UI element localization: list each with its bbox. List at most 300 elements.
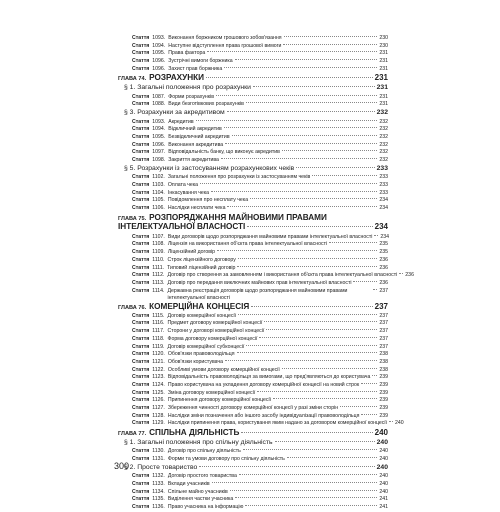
toc-section-heading xyxy=(118,464,388,474)
page-ref: 231 xyxy=(379,93,388,100)
article-label: Стаття xyxy=(132,189,150,196)
article-title: Договір комерційної концесії xyxy=(167,312,237,319)
article-label: Стаття xyxy=(132,343,150,350)
dot-leader xyxy=(224,127,378,128)
article-number: 1115. xyxy=(152,312,165,319)
article-number: 1126. xyxy=(152,397,165,404)
page-ref: 234 xyxy=(380,233,390,240)
page-ref: 233 xyxy=(379,174,388,181)
dot-leader xyxy=(227,206,377,207)
page-ref: 232 xyxy=(379,157,388,164)
toc-article-entry xyxy=(118,126,388,134)
toc-chapter-heading xyxy=(118,73,388,84)
article-label: Стаття xyxy=(132,312,150,319)
article-number: 1128. xyxy=(152,412,165,419)
article-title: Наслідки несплати чека xyxy=(167,205,226,212)
page-ref: 232 xyxy=(379,126,388,133)
article-number: 1095. xyxy=(152,133,166,140)
page-ref: 232 xyxy=(376,109,388,116)
article-label: Стаття xyxy=(132,118,150,125)
article-label: Стаття xyxy=(132,205,150,212)
dot-leader xyxy=(273,398,377,399)
article-number: 1109. xyxy=(152,249,165,256)
page-ref: 237 xyxy=(379,320,388,327)
dot-leader xyxy=(399,273,403,274)
dot-leader xyxy=(247,226,372,227)
section-title: § 5. Розрахунки із застосуванням розрахункових чеків xyxy=(124,164,295,172)
dot-leader xyxy=(237,352,378,353)
page-ref: 233 xyxy=(379,189,388,196)
page-ref: 231 xyxy=(374,73,388,83)
article-title: Особливі умови договору комерційної концесії xyxy=(167,366,280,373)
toc-article-entry xyxy=(118,157,388,165)
dot-leader xyxy=(237,266,377,267)
chapter-number: ГЛАВА 77. xyxy=(118,431,147,438)
article-title: Припинення договору комерційної концесії xyxy=(167,397,272,404)
page-ref: 235 xyxy=(379,241,388,248)
article-label: Стаття xyxy=(132,335,150,342)
article-number: 1129. xyxy=(152,420,165,427)
toc-article-entry xyxy=(118,197,388,205)
page-ref: 236 xyxy=(405,272,414,279)
page-number: 300 xyxy=(114,461,130,471)
article-label: Стаття xyxy=(132,133,150,140)
article-number: 1112. xyxy=(152,272,165,279)
page-ref: 230 xyxy=(379,35,388,41)
dot-leader xyxy=(227,111,375,112)
article-number: 1127. xyxy=(152,405,165,411)
toc-article-entry xyxy=(118,234,388,242)
toc-article-entry xyxy=(118,241,388,249)
toc-article-entry xyxy=(118,190,388,198)
article-label: Стаття xyxy=(132,473,150,480)
toc-article-entry xyxy=(118,43,388,51)
toc-article-entry xyxy=(118,35,388,43)
article-label: Стаття xyxy=(132,503,150,510)
dot-leader xyxy=(372,375,377,376)
article-title: Ліцензійний договір xyxy=(167,249,216,256)
article-number: 1122. xyxy=(152,366,165,373)
toc-article-entry xyxy=(118,359,388,367)
dot-leader xyxy=(207,51,377,52)
toc-article-entry xyxy=(118,320,388,328)
dot-leader xyxy=(361,414,377,415)
article-title: Виділення частки учасника xyxy=(167,496,234,503)
page-ref: 240 xyxy=(379,473,388,480)
chapter-title-line1 xyxy=(118,213,388,222)
chapter-title: КОМЕРЦІЙНА КОНЦЕСІЯ xyxy=(149,302,250,312)
article-number: 1131. xyxy=(152,455,165,462)
toc-article-entry xyxy=(118,174,388,182)
toc-article-entry xyxy=(118,66,388,74)
article-title: Наслідки зміни позначення або іншого засобу індивідуалізації правоволодільця xyxy=(167,412,360,419)
section-title: § 3. Розрахунки за акредитивом xyxy=(124,109,225,116)
article-number: 1102. xyxy=(152,174,165,181)
article-number: 1108. xyxy=(152,241,165,248)
toc-article-entry xyxy=(118,94,388,102)
article-number: 1136. xyxy=(152,503,165,510)
dot-leader xyxy=(287,457,377,458)
page-ref: 230 xyxy=(379,42,388,49)
article-number: 1093. xyxy=(152,118,166,125)
article-label: Стаття xyxy=(132,50,150,57)
toc-article-entry xyxy=(118,397,388,405)
dot-leader xyxy=(230,490,378,491)
article-number: 1133. xyxy=(152,480,165,487)
toc-article-entry xyxy=(118,272,414,280)
dot-leader xyxy=(232,135,378,136)
article-label: Стаття xyxy=(132,141,150,148)
toc-article-entry xyxy=(118,344,388,352)
article-title: Договір комерційної субконцесії xyxy=(167,343,245,350)
article-number: 1094. xyxy=(152,42,166,49)
dot-leader xyxy=(275,441,375,442)
dot-leader xyxy=(374,235,378,236)
article-number: 1120. xyxy=(152,351,165,358)
article-title: Предмет договору комерційної концесії xyxy=(167,320,263,327)
article-number: 1107. xyxy=(152,233,165,240)
section-title: § 2. Просте товариство xyxy=(124,463,198,471)
article-title: Права фактора xyxy=(168,50,206,57)
article-title: Інкасування чека xyxy=(167,189,210,196)
article-number: 1116. xyxy=(152,320,165,327)
toc-article-entry xyxy=(118,374,388,382)
page-ref: 234 xyxy=(379,197,388,204)
article-label: Стаття xyxy=(132,249,150,256)
dot-leader xyxy=(284,36,378,37)
dot-leader xyxy=(235,497,377,498)
chapter-number: ГЛАВА 74. xyxy=(118,76,147,83)
page-ref: 233 xyxy=(379,182,388,188)
article-number: 1114. xyxy=(152,287,165,294)
article-number: 1125. xyxy=(152,389,165,396)
article-title: Повідомлення про несплату чека xyxy=(167,197,249,204)
article-number: 1088. xyxy=(152,101,166,108)
page-ref: 236 xyxy=(379,264,388,271)
dot-leader xyxy=(250,198,377,199)
article-label: Стаття xyxy=(132,358,150,365)
page-ref: 232 xyxy=(379,149,388,156)
article-title: Обов'язки правоволодільця xyxy=(167,351,235,358)
dot-leader xyxy=(221,158,377,159)
dot-leader xyxy=(283,44,377,45)
page-ref: 237 xyxy=(379,328,388,335)
article-label: Стаття xyxy=(132,328,150,335)
dot-leader xyxy=(340,406,377,407)
page-ref: 240 xyxy=(376,438,388,446)
dot-leader xyxy=(238,314,377,315)
page-ref: 236 xyxy=(379,279,388,286)
toc-article-entry xyxy=(118,58,388,66)
toc-article-entry xyxy=(118,336,388,344)
toc-section-heading xyxy=(118,84,388,94)
page-ref: 233 xyxy=(376,164,388,172)
article-title: Відповідальність банку, що виконує акредитив xyxy=(168,149,280,156)
toc-section-heading xyxy=(118,165,388,175)
page-ref: 240 xyxy=(394,420,404,427)
article-label: Стаття xyxy=(132,381,150,388)
page-ref: 240 xyxy=(376,463,388,471)
toc-article-entry xyxy=(118,265,388,273)
dot-leader xyxy=(199,466,374,467)
section-title: § 1. Загальні положення про розрахунки xyxy=(124,84,251,92)
article-number: 1097. xyxy=(152,149,166,156)
article-label: Стаття xyxy=(132,287,150,294)
article-title: Збереження чинності договору комерційної концесії у разі зміни сторін xyxy=(167,405,339,411)
article-label: Стаття xyxy=(132,320,150,327)
article-number: 1117. xyxy=(152,328,165,335)
toc-article-entry xyxy=(118,134,388,142)
article-title: Наступне відступлення права грошової вимоги xyxy=(168,42,282,49)
page-ref: 237 xyxy=(379,343,388,350)
article-title: Зміна договору комерційної концесії xyxy=(167,389,256,396)
article-number: 1118. xyxy=(152,335,165,342)
article-title: Сторони у договорі комерційної концесії xyxy=(167,328,265,335)
article-label: Стаття xyxy=(132,174,150,181)
article-title: Форма договору комерційної концесії xyxy=(167,335,258,342)
article-title: Закриття акредитива xyxy=(168,157,219,164)
page-ref: 231 xyxy=(376,84,388,92)
dot-leader xyxy=(246,345,377,346)
article-title: Державна реєстрація договорів щодо розпоряджання майновими правами інтелектуальної власності xyxy=(167,287,348,301)
article-label: Стаття xyxy=(132,405,150,411)
article-title: Обов'язки користувача xyxy=(167,358,223,365)
page-ref: 232 xyxy=(379,118,388,125)
article-label: Стаття xyxy=(132,126,150,133)
chapter-title-continued: ІНТЕЛЕКТУАЛЬНОЇ ВЛАСНОСТІ xyxy=(118,221,246,231)
page-ref: 232 xyxy=(379,133,388,140)
article-label: Стаття xyxy=(132,480,150,487)
article-label: Стаття xyxy=(132,420,150,427)
article-title: Ліцензія на використання об'єкта права інтелектуальної власності xyxy=(167,241,328,248)
dot-leader xyxy=(243,449,377,450)
article-title: Захист прав боржника xyxy=(168,65,223,72)
page-ref: 241 xyxy=(379,503,388,510)
article-number: 1121. xyxy=(152,358,165,365)
article-label: Стаття xyxy=(132,264,150,271)
article-label: Стаття xyxy=(132,182,150,188)
article-number: 1124. xyxy=(152,381,165,388)
article-title: Зустрічні вимоги боржника xyxy=(168,58,233,65)
article-label: Стаття xyxy=(132,256,150,263)
dot-leader xyxy=(312,175,377,176)
article-number: 1105. xyxy=(152,197,165,204)
article-title: Акредитив xyxy=(168,118,194,125)
toc-article-entry xyxy=(118,280,388,288)
toc-article-entry xyxy=(118,496,388,504)
dot-leader xyxy=(251,306,372,307)
dot-leader xyxy=(257,391,377,392)
page-ref: 238 xyxy=(379,366,388,373)
article-number: 1098. xyxy=(152,157,166,164)
article-number: 1132. xyxy=(152,473,165,480)
article-label: Стаття xyxy=(132,272,150,279)
article-number: 1130. xyxy=(152,448,165,455)
toc-chapter-heading xyxy=(118,428,388,439)
toc-article-entry xyxy=(118,405,388,413)
toc-chapter-heading xyxy=(118,302,388,313)
dot-leader xyxy=(200,183,377,184)
article-title: Договір про спільну діяльність xyxy=(167,448,241,455)
toc-article-entry xyxy=(118,328,388,336)
toc-article-entry xyxy=(118,50,388,58)
article-label: Стаття xyxy=(132,241,150,248)
article-number: 1123. xyxy=(152,374,165,381)
dot-leader xyxy=(212,482,378,483)
chapter-title: СПІЛЬНА ДІЯЛЬНІСТЬ xyxy=(149,428,240,438)
dot-leader xyxy=(216,95,377,96)
page-ref: 236 xyxy=(379,256,388,263)
toc-article-entry xyxy=(118,101,388,109)
page-ref: 240 xyxy=(379,480,388,487)
section-title: § 1. Загальні положення про спільну діяльність xyxy=(124,438,273,446)
dot-leader xyxy=(329,242,377,243)
article-number: 1095. xyxy=(152,50,166,57)
article-title: Види безготівкових розрахунків xyxy=(168,101,244,108)
article-number: 1104. xyxy=(152,189,165,196)
article-title: Відповідальність правоволодільця за вимогами, що пред'являються до користувача xyxy=(167,374,371,381)
article-title: Виконання акредитива xyxy=(168,141,224,148)
article-label: Стаття xyxy=(132,455,150,462)
toc-chapter-heading xyxy=(118,213,388,234)
page-ref: 240 xyxy=(374,428,388,438)
article-title: Договір про передання виключних майнових прав інтелектуальної власності xyxy=(167,279,352,286)
chapter-number: ГЛАВА 75. xyxy=(118,215,147,222)
page-ref: 241 xyxy=(379,496,388,503)
article-label: Стаття xyxy=(132,58,150,65)
article-title: Договір про створення за замовленням і використання об'єкта права інтелектуальної власності xyxy=(167,272,398,279)
dot-leader xyxy=(245,505,377,506)
toc-article-entry xyxy=(118,473,388,481)
page-ref: 240 xyxy=(379,455,388,462)
article-label: Стаття xyxy=(132,157,150,164)
article-number: 1096. xyxy=(152,65,166,72)
article-title: Форми розрахунків xyxy=(168,93,214,100)
article-title: Форми та умови договору про спільну діяльність xyxy=(167,455,285,462)
article-label: Стаття xyxy=(132,65,150,72)
toc-article-entry xyxy=(118,420,404,428)
chapter-number: ГЛАВА 76. xyxy=(118,305,147,312)
page-ref: 237 xyxy=(379,312,388,319)
article-label: Стаття xyxy=(132,488,150,495)
page-ref: 231 xyxy=(379,101,388,108)
page-ref: 231 xyxy=(379,50,388,57)
page-ref: 239 xyxy=(379,397,388,404)
article-label: Стаття xyxy=(132,42,150,49)
dot-leader xyxy=(246,102,377,103)
article-label: Стаття xyxy=(132,448,150,455)
dot-leader xyxy=(238,258,378,259)
page-ref: 232 xyxy=(379,141,388,148)
article-title: Оплата чека xyxy=(167,182,199,188)
dot-leader xyxy=(373,289,377,290)
toc-article-entry xyxy=(118,456,388,464)
toc-article-entry xyxy=(118,249,388,257)
article-number: 1094. xyxy=(152,126,166,133)
dot-leader xyxy=(224,67,377,68)
toc-section-heading xyxy=(118,109,388,119)
article-title: Загальні положення про розрахунки із застосуванням чеків xyxy=(167,174,311,181)
page-ref: 237 xyxy=(379,287,388,294)
article-number: 1103. xyxy=(152,182,165,188)
article-title: Договір простого товариства xyxy=(167,473,237,480)
article-title: Право користувача на укладення договору комерційної концесії на новий строк xyxy=(167,381,360,388)
dot-leader xyxy=(241,432,372,433)
toc-article-entry xyxy=(118,149,388,157)
page-ref: 231 xyxy=(379,58,388,65)
page-ref: 239 xyxy=(379,381,388,388)
toc-article-entry xyxy=(118,142,388,150)
article-label: Стаття xyxy=(132,93,150,100)
article-number: 1093. xyxy=(152,35,166,41)
article-label: Стаття xyxy=(132,374,150,381)
toc-article-entry xyxy=(118,205,388,213)
article-title: Спільне майно учасників xyxy=(167,488,228,495)
page-ref: 237 xyxy=(379,335,388,342)
chapter-title: РОЗРАХУНКИ xyxy=(149,73,204,83)
page-ref: 234 xyxy=(374,221,388,231)
page-ref: 239 xyxy=(379,412,388,419)
article-label: Стаття xyxy=(132,389,150,396)
page-ref: 231 xyxy=(379,65,388,72)
toc-article-entry xyxy=(118,351,388,359)
dot-leader xyxy=(266,329,377,330)
page-ref: 238 xyxy=(379,351,388,358)
dot-leader xyxy=(196,120,378,121)
dot-leader xyxy=(282,368,378,369)
article-number: 1106. xyxy=(152,205,165,212)
article-number: 1134. xyxy=(152,488,165,495)
dot-leader xyxy=(225,360,377,361)
article-label: Стаття xyxy=(132,366,150,373)
article-title: Право учасника на інформацію xyxy=(167,503,244,510)
page-ref: 239 xyxy=(379,374,388,381)
article-label: Стаття xyxy=(132,149,150,156)
dot-leader xyxy=(282,150,377,151)
toc-article-entry xyxy=(118,182,388,190)
dot-leader xyxy=(217,250,377,251)
toc-article-entry xyxy=(118,382,388,390)
article-number: 1087. xyxy=(152,93,166,100)
article-title: Безвідкличний акредитив xyxy=(168,133,230,140)
chapter-title: РОЗПОРЯДЖАННЯ МАЙНОВИМИ ПРАВАМИ xyxy=(149,212,327,222)
article-number: 1135. xyxy=(152,496,165,503)
article-label: Стаття xyxy=(132,397,150,404)
article-label: Стаття xyxy=(132,197,150,204)
article-number: 1096. xyxy=(152,141,166,148)
article-label: Стаття xyxy=(132,233,150,240)
toc-article-entry xyxy=(118,257,388,265)
article-title: Відкличний акредитив xyxy=(168,126,222,133)
article-title: Виконання боржником грошового зобов'язання xyxy=(168,35,282,41)
toc-article-entry xyxy=(118,119,388,127)
article-label: Стаття xyxy=(132,279,150,286)
page-ref: 240 xyxy=(379,448,388,455)
page-ref: 240 xyxy=(379,488,388,495)
article-label: Стаття xyxy=(132,412,150,419)
article-title: Наслідки припинення права, користування яким надано за договором комерційної концесії xyxy=(167,420,387,427)
dot-leader xyxy=(389,421,393,422)
dot-leader xyxy=(296,167,374,168)
article-number: 1113. xyxy=(152,279,165,286)
dot-leader xyxy=(211,191,377,192)
toc-article-entry xyxy=(118,481,388,489)
page-ref: 239 xyxy=(379,405,388,411)
page-ref: 238 xyxy=(379,358,388,365)
article-title: Види договорів щодо розпоряджання майновими правами інтелектуальної власності xyxy=(167,233,373,240)
article-title: Типовий ліцензійний договір xyxy=(167,264,236,271)
article-label: Стаття xyxy=(132,351,150,358)
